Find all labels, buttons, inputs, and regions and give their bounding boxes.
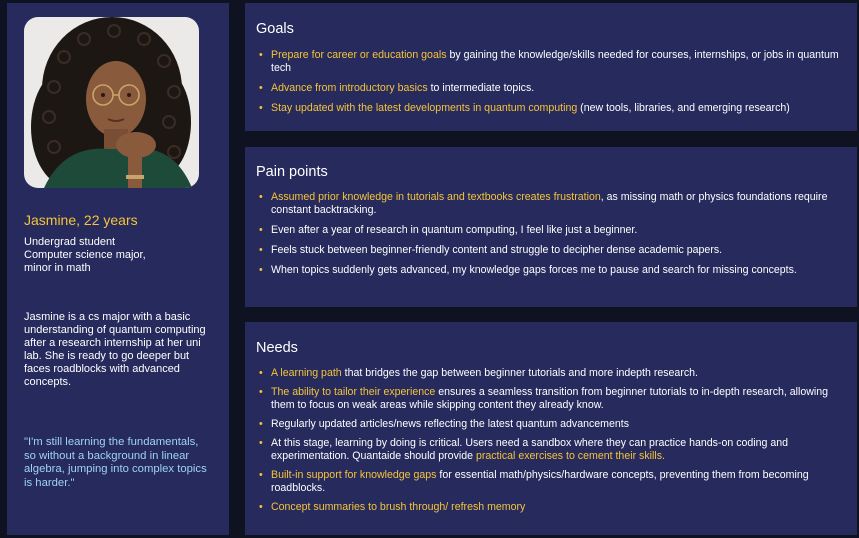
needs-card <box>245 322 857 535</box>
body-text: When topics suddenly gets advanced, my knowledge gaps forces me to pause and search for missing concepts. <box>271 264 797 276</box>
subtitle-line: Undergrad student <box>24 236 116 248</box>
body-text: that bridges the gap between beginner tutorials and more indepth research. <box>341 367 698 379</box>
list-item <box>259 191 847 217</box>
highlight-text: Concept summaries to brush through/ refresh memory <box>271 501 526 513</box>
persona-photo <box>24 17 199 188</box>
highlight-text: Built-in support for knowledge gaps <box>271 469 437 481</box>
list-item <box>259 386 847 412</box>
pain-points-card <box>245 147 857 307</box>
highlight-text: Prepare for career or education goals <box>271 49 447 61</box>
list-item <box>259 82 847 95</box>
goals-title: Goals <box>256 21 294 37</box>
body-text: , as missing math or physics foundations require constant backtracking. <box>271 191 828 216</box>
subtitle-line: Computer science major, <box>24 249 146 261</box>
list-item <box>259 102 847 115</box>
body-text: by gaining the knowledge/skills needed for courses, internships, or jobs in quantum tech <box>271 49 839 74</box>
goals-card <box>245 3 857 131</box>
list-item <box>259 224 847 237</box>
needs-list <box>259 367 847 514</box>
list-item <box>259 501 847 514</box>
highlight-text: The ability to tailor their experience <box>271 386 436 398</box>
body-text: for essential math/physics/hardware concepts, preventing them from becoming roadblocks. <box>271 469 809 494</box>
body-text: Even after a year of research in quantum computing, I feel like just a beginner. <box>271 224 638 236</box>
goals-list <box>259 49 847 115</box>
needs-title: Needs <box>256 340 298 356</box>
persona-name: Jasmine, 22 years <box>24 212 138 228</box>
persona-quote: "I'm still learning the fundamentals, so without a background in linear algebra, jumping into complex topics is harder." <box>24 436 207 489</box>
body-text: Regularly updated articles/news reflecting the latest quantum advancements <box>271 418 630 430</box>
body-text: to intermediate topics. <box>427 82 535 94</box>
subtitle-line: minor in math <box>24 262 91 274</box>
list-item <box>259 418 847 431</box>
list-item <box>259 264 847 277</box>
highlight-text: Advance from introductory basics <box>271 82 428 94</box>
highlight-text: A learning path <box>271 367 342 379</box>
highlight-text: Assumed prior knowledge in tutorials and textbooks creates frustration <box>271 191 601 203</box>
pain-points-list <box>259 191 847 277</box>
list-item <box>259 437 847 463</box>
persona-bio: Jasmine is a cs major with a basic understanding of quantum computing after a research internship at her uni lab. She is ready to go deeper but faces roadblocks with advanced concepts. <box>24 311 206 388</box>
list-item <box>259 367 847 380</box>
highlight-text: practical exercises to cement their skills. <box>475 450 665 462</box>
list-item <box>259 244 847 257</box>
list-item <box>259 49 847 75</box>
pain-points-title: Pain points <box>256 164 328 180</box>
body-text: (new tools, libraries, and emerging research) <box>577 102 790 114</box>
body-text: Feels stuck between beginner-friendly content and struggle to decipher dense academic papers. <box>271 244 723 256</box>
body-text: ensures a seamless transition from beginner tutorials to in-depth research, allowing them to focus on weak areas while skipping content they already know. <box>271 386 829 411</box>
list-item <box>259 469 847 495</box>
highlight-text: Stay updated with the latest developments in quantum computing <box>271 102 578 114</box>
portrait-image <box>24 17 199 188</box>
persona-subtitle <box>24 236 204 275</box>
body-text: At this stage, learning by doing is critical. Users need a sandbox where they can practice hands-on coding and experimentation. Quantaide should provide <box>271 437 789 462</box>
